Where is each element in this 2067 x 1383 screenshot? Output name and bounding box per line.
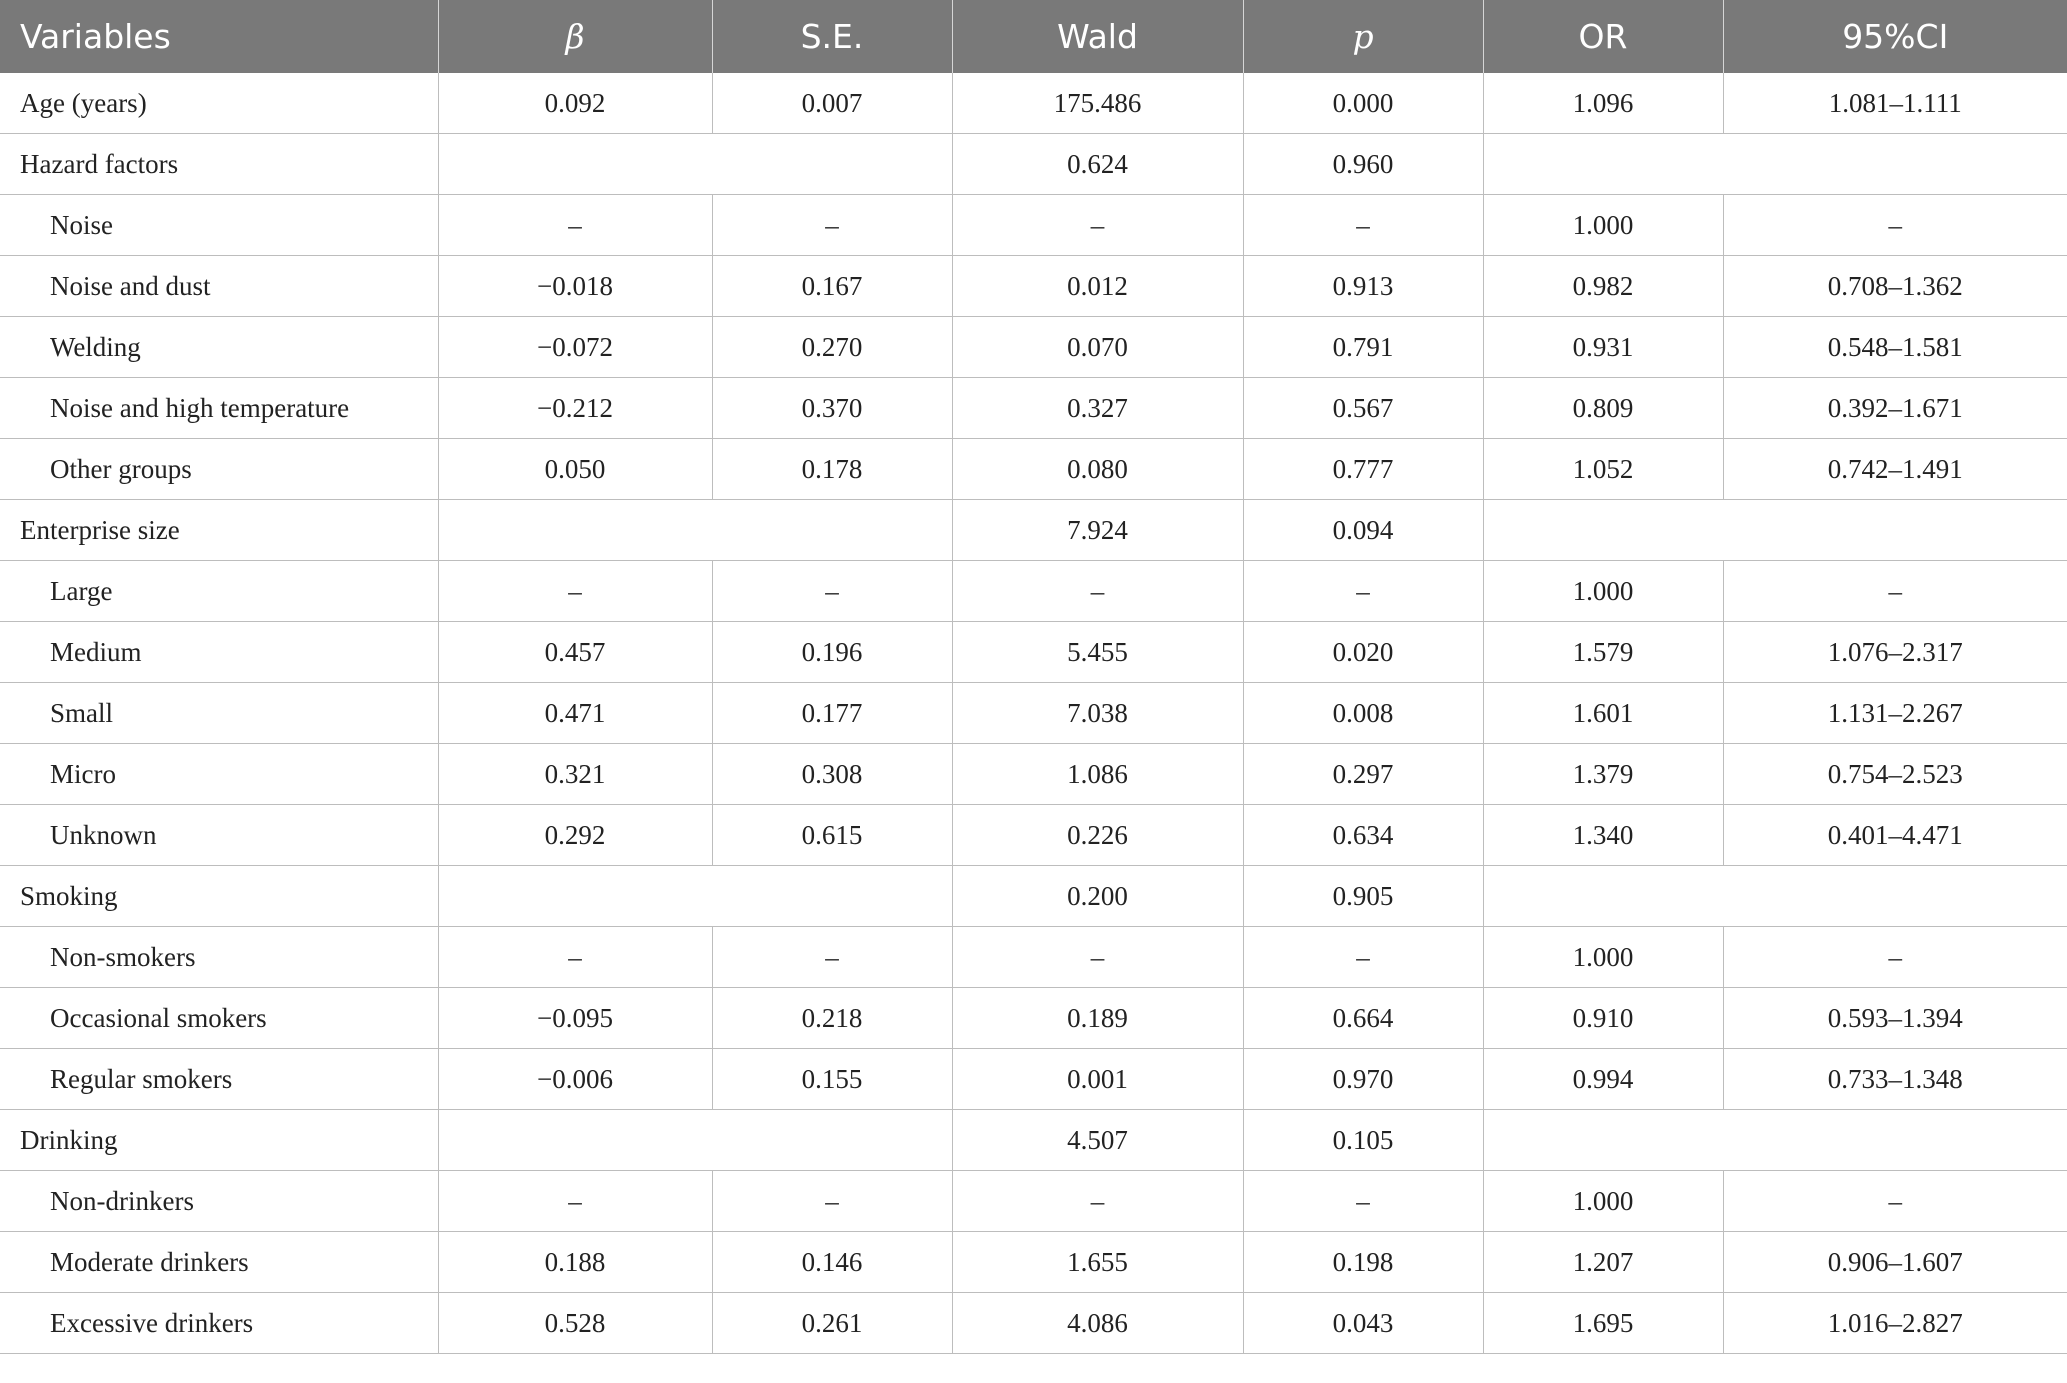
variable-cell: Noise and dust	[0, 256, 438, 317]
ci-cell: –	[1723, 561, 2067, 622]
p-cell: –	[1243, 1171, 1483, 1232]
p-cell: 0.960	[1243, 134, 1483, 195]
wald-cell: –	[952, 1171, 1243, 1232]
wald-cell: 5.455	[952, 622, 1243, 683]
beta-cell: 0.092	[438, 73, 712, 134]
or-cell: 1.000	[1483, 1171, 1723, 1232]
p-cell: 0.000	[1243, 73, 1483, 134]
ci-cell: 1.081–1.111	[1723, 73, 2067, 134]
beta-cell: −0.212	[438, 378, 712, 439]
p-cell: 0.905	[1243, 866, 1483, 927]
variable-cell: Enterprise size	[0, 500, 438, 561]
p-cell: 0.008	[1243, 683, 1483, 744]
table-row	[0, 1049, 2067, 1110]
or-cell: 1.340	[1483, 805, 1723, 866]
beta-cell: 0.292	[438, 805, 712, 866]
header-se: S.E.	[712, 0, 952, 73]
group-row	[0, 500, 2067, 561]
se-cell: 0.218	[712, 988, 952, 1049]
p-cell: 0.791	[1243, 317, 1483, 378]
ci-cell: 1.131–2.267	[1723, 683, 2067, 744]
variable-cell: Regular smokers	[0, 1049, 438, 1110]
ci-cell: 0.548–1.581	[1723, 317, 2067, 378]
se-cell: 0.167	[712, 256, 952, 317]
p-cell: 0.664	[1243, 988, 1483, 1049]
wald-cell: 0.226	[952, 805, 1243, 866]
ci-cell: 0.401–4.471	[1723, 805, 2067, 866]
wald-cell: 0.200	[952, 866, 1243, 927]
p-cell: 0.913	[1243, 256, 1483, 317]
p-cell: 0.567	[1243, 378, 1483, 439]
ci-cell: –	[1723, 1171, 2067, 1232]
beta-cell: −0.095	[438, 988, 712, 1049]
or-cell: 1.096	[1483, 73, 1723, 134]
table-row	[0, 744, 2067, 805]
beta-cell: –	[438, 195, 712, 256]
se-cell: 0.261	[712, 1293, 952, 1354]
or-cell: 0.931	[1483, 317, 1723, 378]
empty-cell	[1483, 500, 2067, 561]
wald-cell: 4.086	[952, 1293, 1243, 1354]
se-cell: –	[712, 927, 952, 988]
table-row	[0, 73, 2067, 134]
variable-cell: Age (years)	[0, 73, 438, 134]
table-row	[0, 1171, 2067, 1232]
ci-cell: 1.076–2.317	[1723, 622, 2067, 683]
wald-cell: 1.086	[952, 744, 1243, 805]
table-row	[0, 195, 2067, 256]
table-row	[0, 988, 2067, 1049]
ci-cell: –	[1723, 195, 2067, 256]
se-cell: 0.615	[712, 805, 952, 866]
beta-cell: −0.006	[438, 1049, 712, 1110]
empty-cell	[1483, 866, 2067, 927]
or-cell: 0.982	[1483, 256, 1723, 317]
beta-cell: –	[438, 1171, 712, 1232]
header-p: p	[1243, 0, 1483, 73]
beta-cell: −0.072	[438, 317, 712, 378]
table-row	[0, 561, 2067, 622]
wald-cell: 4.507	[952, 1110, 1243, 1171]
se-cell: 0.270	[712, 317, 952, 378]
se-cell: 0.308	[712, 744, 952, 805]
wald-cell: 0.012	[952, 256, 1243, 317]
beta-cell: 0.528	[438, 1293, 712, 1354]
table-row	[0, 927, 2067, 988]
table-header	[0, 0, 2067, 73]
variable-cell: Non-smokers	[0, 927, 438, 988]
or-cell: 1.000	[1483, 561, 1723, 622]
header-row	[0, 0, 2067, 73]
se-cell: 0.007	[712, 73, 952, 134]
wald-cell: 7.924	[952, 500, 1243, 561]
variable-cell: Large	[0, 561, 438, 622]
variable-cell: Moderate drinkers	[0, 1232, 438, 1293]
table-row	[0, 317, 2067, 378]
se-cell: 0.178	[712, 439, 952, 500]
ci-cell: 0.733–1.348	[1723, 1049, 2067, 1110]
p-cell: 0.198	[1243, 1232, 1483, 1293]
beta-cell: 0.188	[438, 1232, 712, 1293]
header-variables: Variables	[0, 0, 438, 73]
wald-cell: 1.655	[952, 1232, 1243, 1293]
ci-cell: –	[1723, 927, 2067, 988]
p-cell: –	[1243, 195, 1483, 256]
se-cell: 0.146	[712, 1232, 952, 1293]
p-cell: 0.094	[1243, 500, 1483, 561]
beta-cell: 0.050	[438, 439, 712, 500]
table-row	[0, 439, 2067, 500]
variable-cell: Welding	[0, 317, 438, 378]
wald-cell: 7.038	[952, 683, 1243, 744]
variable-cell: Occasional smokers	[0, 988, 438, 1049]
se-cell: 0.370	[712, 378, 952, 439]
group-row	[0, 866, 2067, 927]
ci-cell: 0.754–2.523	[1723, 744, 2067, 805]
table-row	[0, 622, 2067, 683]
ci-cell: 1.016–2.827	[1723, 1293, 2067, 1354]
empty-cell	[1483, 1110, 2067, 1171]
table-row	[0, 805, 2067, 866]
empty-cell	[438, 866, 952, 927]
variable-cell: Medium	[0, 622, 438, 683]
variable-cell: Hazard factors	[0, 134, 438, 195]
variable-cell: Drinking	[0, 1110, 438, 1171]
ci-cell: 0.392–1.671	[1723, 378, 2067, 439]
p-cell: 0.777	[1243, 439, 1483, 500]
table-row	[0, 1293, 2067, 1354]
p-cell: 0.043	[1243, 1293, 1483, 1354]
beta-cell: 0.471	[438, 683, 712, 744]
or-cell: 1.000	[1483, 195, 1723, 256]
or-cell: 1.052	[1483, 439, 1723, 500]
empty-cell	[1483, 134, 2067, 195]
variable-cell: Other groups	[0, 439, 438, 500]
or-cell: 1.695	[1483, 1293, 1723, 1354]
wald-cell: 0.080	[952, 439, 1243, 500]
wald-cell: 0.189	[952, 988, 1243, 1049]
wald-cell: –	[952, 561, 1243, 622]
empty-cell	[438, 500, 952, 561]
beta-cell: 0.321	[438, 744, 712, 805]
or-cell: 0.809	[1483, 378, 1723, 439]
or-cell: 1.207	[1483, 1232, 1723, 1293]
table-row	[0, 378, 2067, 439]
p-cell: 0.634	[1243, 805, 1483, 866]
variable-cell: Non-drinkers	[0, 1171, 438, 1232]
or-cell: 0.910	[1483, 988, 1723, 1049]
se-cell: –	[712, 561, 952, 622]
wald-cell: 0.624	[952, 134, 1243, 195]
se-cell: 0.196	[712, 622, 952, 683]
header-or: OR	[1483, 0, 1723, 73]
or-cell: 1.601	[1483, 683, 1723, 744]
se-cell: –	[712, 195, 952, 256]
header-wald: Wald	[952, 0, 1243, 73]
variable-cell: Excessive drinkers	[0, 1293, 438, 1354]
p-cell: –	[1243, 561, 1483, 622]
variable-cell: Noise	[0, 195, 438, 256]
table-row	[0, 256, 2067, 317]
se-cell: 0.177	[712, 683, 952, 744]
p-cell: 0.105	[1243, 1110, 1483, 1171]
table-body	[0, 73, 2067, 1354]
p-cell: 0.970	[1243, 1049, 1483, 1110]
or-cell: 1.379	[1483, 744, 1723, 805]
beta-cell: –	[438, 927, 712, 988]
beta-cell: 0.457	[438, 622, 712, 683]
ci-cell: 0.593–1.394	[1723, 988, 2067, 1049]
se-cell: 0.155	[712, 1049, 952, 1110]
wald-cell: 0.327	[952, 378, 1243, 439]
table-row	[0, 683, 2067, 744]
wald-cell: 175.486	[952, 73, 1243, 134]
ci-cell: 0.742–1.491	[1723, 439, 2067, 500]
or-cell: 1.000	[1483, 927, 1723, 988]
header-beta: β	[438, 0, 712, 73]
group-row	[0, 1110, 2067, 1171]
ci-cell: 0.708–1.362	[1723, 256, 2067, 317]
p-cell: 0.020	[1243, 622, 1483, 683]
variable-cell: Micro	[0, 744, 438, 805]
variable-cell: Unknown	[0, 805, 438, 866]
variable-cell: Smoking	[0, 866, 438, 927]
empty-cell	[438, 1110, 952, 1171]
p-cell: 0.297	[1243, 744, 1483, 805]
wald-cell: –	[952, 195, 1243, 256]
table-row	[0, 1232, 2067, 1293]
variable-cell: Small	[0, 683, 438, 744]
variable-cell: Noise and high temperature	[0, 378, 438, 439]
wald-cell: 0.001	[952, 1049, 1243, 1110]
beta-cell: −0.018	[438, 256, 712, 317]
wald-cell: 0.070	[952, 317, 1243, 378]
wald-cell: –	[952, 927, 1243, 988]
ci-cell: 0.906–1.607	[1723, 1232, 2067, 1293]
se-cell: –	[712, 1171, 952, 1232]
header-ci: 95%CI	[1723, 0, 2067, 73]
or-cell: 1.579	[1483, 622, 1723, 683]
beta-cell: –	[438, 561, 712, 622]
p-cell: –	[1243, 927, 1483, 988]
group-row	[0, 134, 2067, 195]
or-cell: 0.994	[1483, 1049, 1723, 1110]
empty-cell	[438, 134, 952, 195]
